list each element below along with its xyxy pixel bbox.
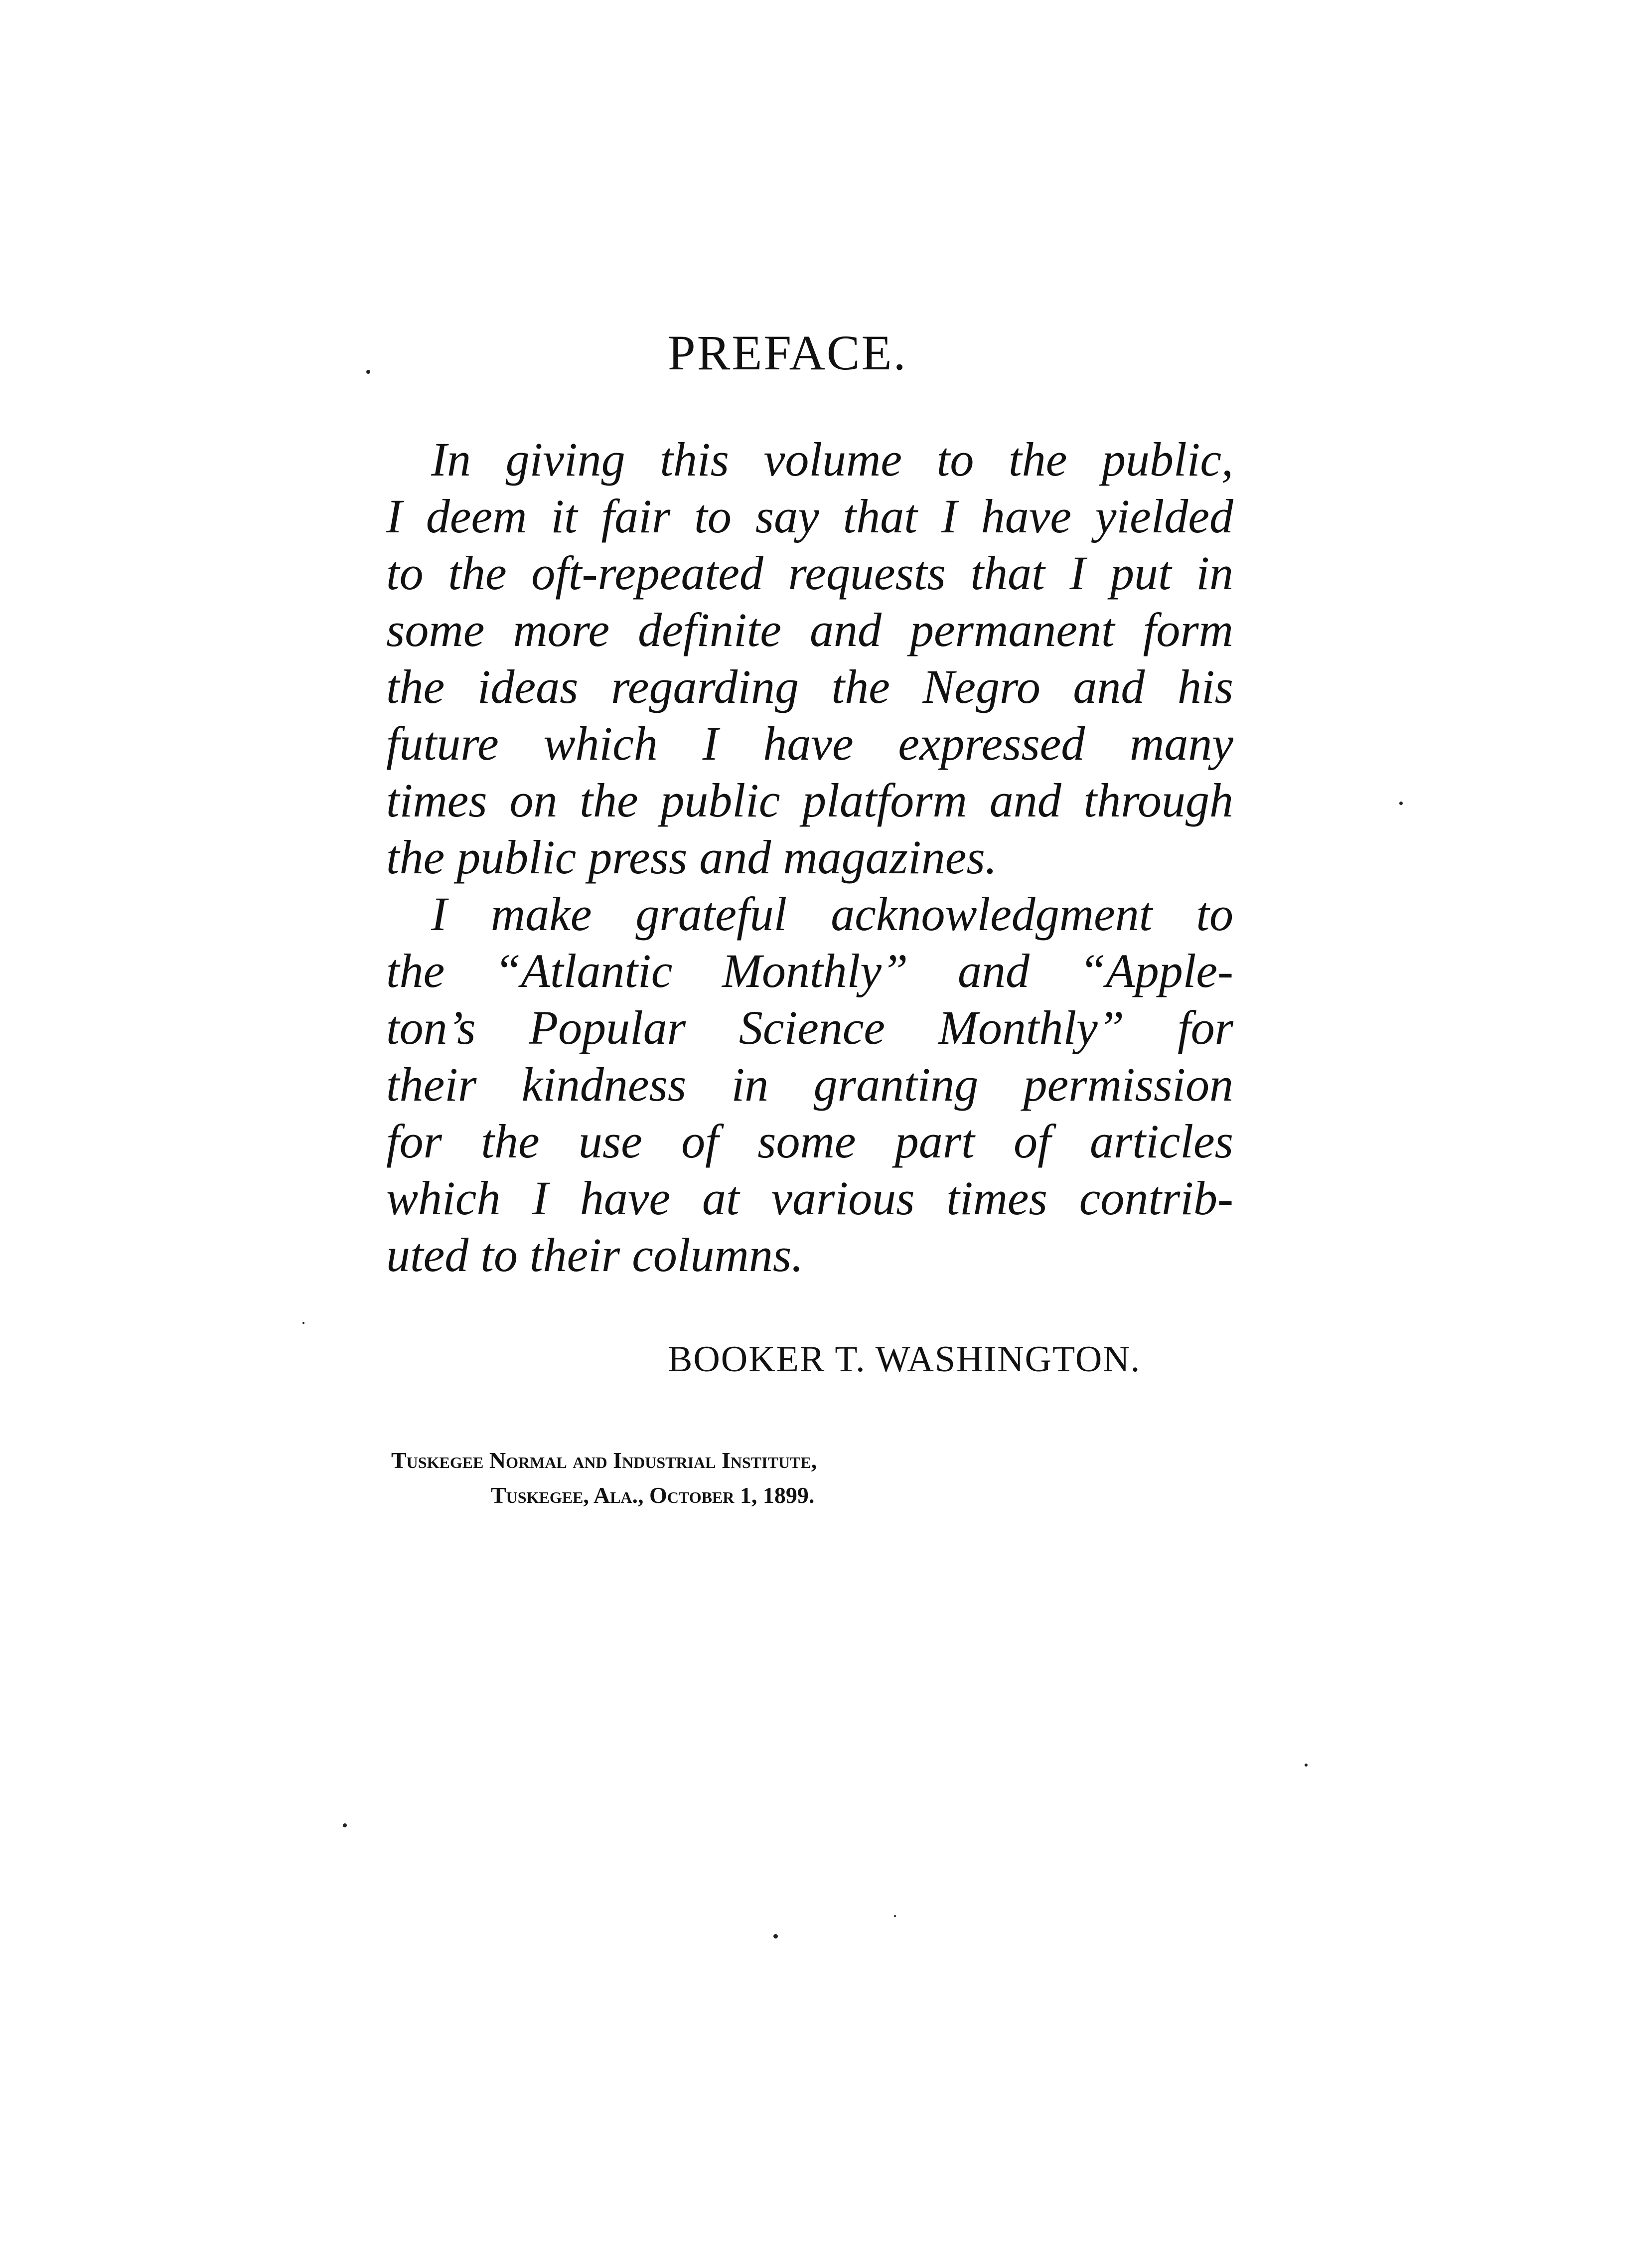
- scan-speck: [894, 1915, 896, 1917]
- paragraph-2-line: uted to their columns.: [386, 1228, 804, 1282]
- paragraph-1-line: times on the public platform and through: [386, 774, 1233, 827]
- paragraph-2-line: their kindness in granting permission: [386, 1058, 1233, 1111]
- paragraph-2-line: which I have at various times contrib-: [386, 1171, 1233, 1225]
- paragraph-2-line: the “Atlantic Monthly” and “Apple-: [386, 944, 1233, 997]
- paragraph-2-line: for the use of some part of articles: [386, 1115, 1233, 1168]
- paragraph-1-line: future which I have expressed many: [386, 717, 1233, 770]
- paragraph-1-line: to the oft-repeated requests that I put in: [386, 546, 1233, 600]
- page-title: PREFACE.: [668, 325, 907, 380]
- scan-speck: [773, 1934, 778, 1939]
- scan-speck: [1305, 1764, 1308, 1767]
- scan-speck: [366, 370, 370, 374]
- author-signature: BOOKER T. WASHINGTON.: [668, 1339, 1141, 1380]
- preface-body: [386, 431, 1233, 1284]
- scan-speck: [302, 1322, 304, 1324]
- paragraph-1-line: the ideas regarding the Negro and his: [386, 660, 1233, 713]
- address-block: [391, 1443, 817, 1513]
- address-line-date: Tuskegee, Ala., October 1, 1899.: [491, 1482, 815, 1508]
- paragraph-1-line: In giving this volume to the public,: [431, 433, 1233, 486]
- paragraph-1-line: some more definite and permanent form: [386, 603, 1233, 656]
- address-line-institute: Tuskegee Normal and Industrial Institute,: [391, 1448, 817, 1473]
- scan-speck: [1399, 802, 1403, 805]
- paragraph-1-line: I deem it fair to say that I have yielded: [386, 489, 1233, 543]
- paragraph-2-line: I make grateful acknowledgment to: [431, 887, 1233, 941]
- paragraph-1-line: the public press and magazines.: [386, 830, 997, 884]
- paragraph-2-line: ton’s Popular Science Monthly” for: [386, 1001, 1233, 1054]
- scan-speck: [343, 1823, 347, 1827]
